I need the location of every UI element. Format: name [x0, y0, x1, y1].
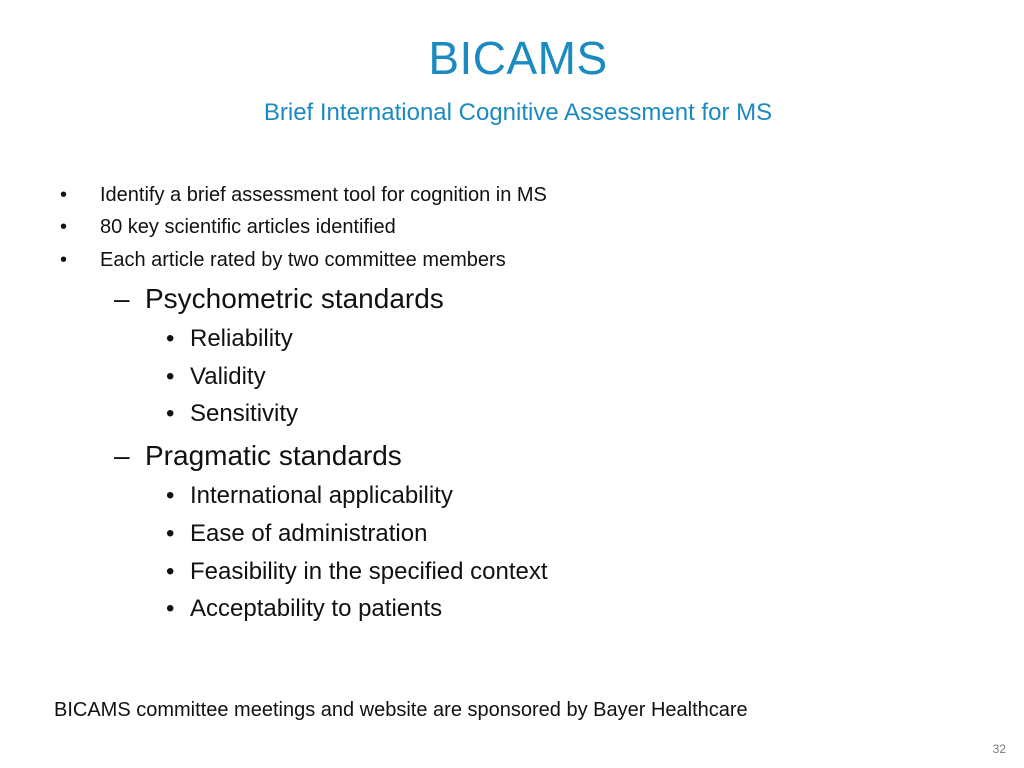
- bullet-text: Identify a brief assessment tool for cognition in MS: [100, 184, 547, 206]
- slide-number: 32: [992, 742, 1006, 756]
- sub-bullet-text: International applicability: [190, 482, 453, 509]
- sub-bullet-text: Sensitivity: [190, 400, 299, 427]
- section-label: Pragmatic standards: [145, 440, 402, 471]
- bullet-marker: •: [60, 184, 68, 206]
- bullet-marker: •: [166, 400, 175, 427]
- sub-bullet-text: Validity: [190, 363, 266, 390]
- bullet-text: 80 key scientific articles identified: [100, 216, 396, 238]
- bullet-marker: •: [166, 595, 175, 622]
- sub-bullet-text: Acceptability to patients: [190, 595, 443, 622]
- sponsor-footnote: BICAMS committee meetings and website are sponsored by Bayer Healthcare: [54, 699, 748, 721]
- slide-title: BICAMS: [428, 32, 608, 84]
- sub-bullet-text: Reliability: [190, 325, 293, 352]
- dash-marker: –: [114, 283, 130, 314]
- bullet-marker: •: [60, 249, 68, 271]
- bullet-marker: •: [166, 482, 175, 509]
- section-label: Psychometric standards: [145, 283, 444, 314]
- bullet-marker: •: [166, 363, 175, 390]
- dash-marker: –: [114, 440, 130, 471]
- slide-subtitle: Brief International Cognitive Assessment for MS: [263, 99, 773, 126]
- sub-bullet-text: Feasibility in the specified context: [190, 558, 548, 585]
- bullet-marker: •: [166, 558, 175, 585]
- bullet-marker: •: [60, 216, 68, 238]
- sub-bullet-text: Ease of administration: [190, 520, 428, 547]
- bullet-text: Each article rated by two committee members: [100, 249, 506, 271]
- bullet-marker: •: [166, 325, 175, 352]
- bullet-marker: •: [166, 520, 175, 547]
